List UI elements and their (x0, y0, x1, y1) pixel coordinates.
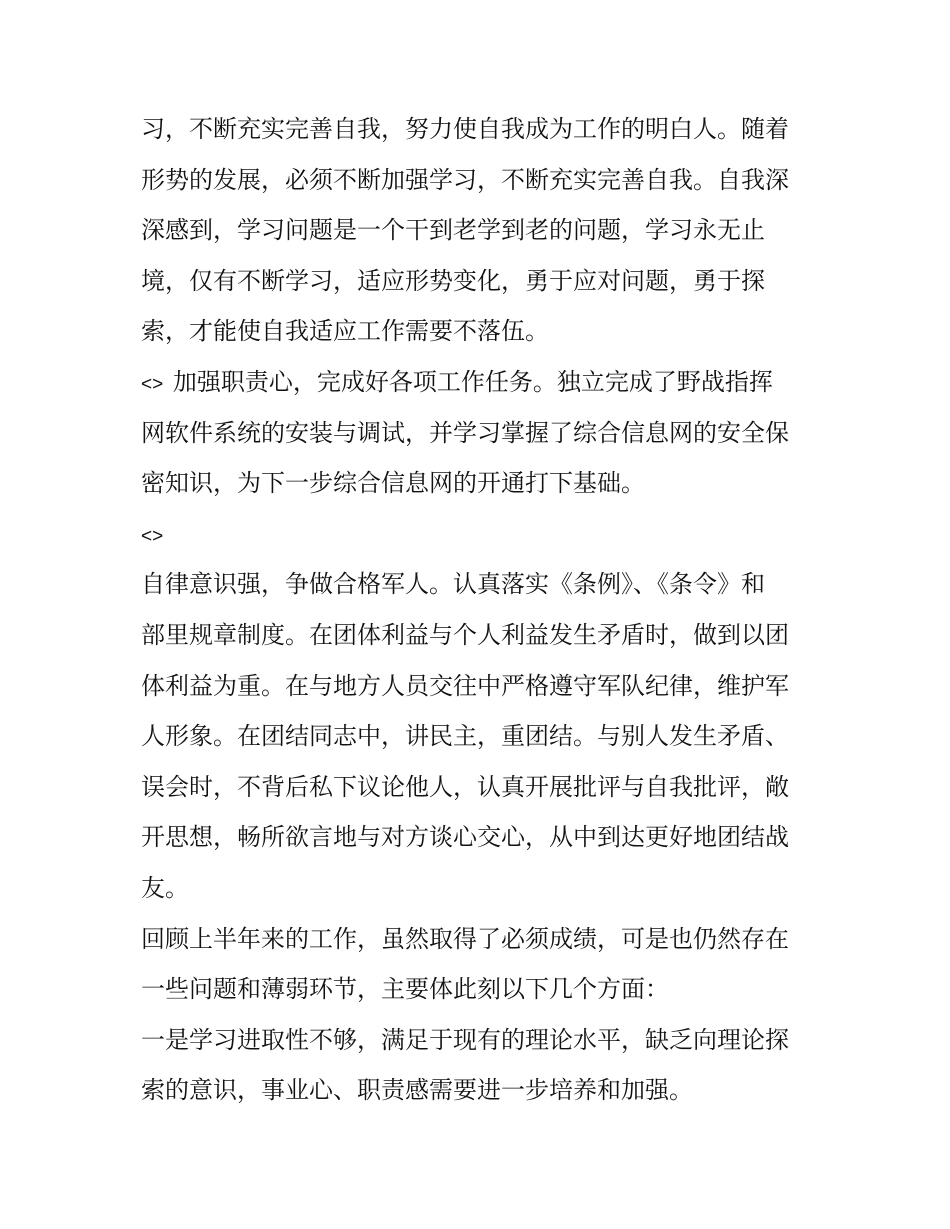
text-line-8: 密知识，为下一步综合信息网的开通打下基础。 (141, 469, 645, 498)
text-line-9 (141, 509, 816, 560)
text-line-6-content: 加强职责心，完成好各项工作任务。独立完成了野战指挥 (172, 367, 773, 396)
text-line-10: 自律意识强，争做合格军人。认真落实《条例》、《条令》和 (141, 570, 765, 599)
text-line-3: 深感到，学习问题是一个干到老学到老的问题，学习永无止 (141, 216, 765, 245)
text-line-6 (141, 357, 816, 408)
text-line-14: 误会时，不背后私下议论他人，认真开展批评与自我批评，敞 (141, 772, 789, 801)
list-marker: <> (141, 525, 164, 547)
text-line-11: 部里规章制度。在团体利益与个人利益发生矛盾时，做到以团 (141, 620, 789, 649)
text-line-7: 网软件系统的安装与调试，并学习掌握了综合信息网的安全保 (141, 418, 789, 447)
text-line-16: 友。 (141, 873, 189, 902)
list-marker: <> (141, 373, 164, 395)
text-line-15: 开思想，畅所欲言地与对方谈心交心，从中到达更好地团结战 (141, 823, 789, 852)
text-line-2: 形势的发展，必须不断加强学习，不断充实完善自我。自我深 (141, 165, 789, 194)
text-line-19: 一是学习进取性不够，满足于现有的理论水平，缺乏向理论探 (141, 1025, 789, 1054)
text-line-1: 习，不断充实完善自我，努力使自我成为工作的明白人。随着 (141, 115, 789, 143)
text-line-4: 境，仅有不断学习，适应形势变化，勇于应对问题，勇于探 (141, 266, 765, 295)
text-line-17: 回顾上半年来的工作，虽然取得了必须成绩，可是也仍然存在 (141, 924, 789, 953)
text-line-18: 一些问题和薄弱环节，主要体此刻以下几个方面： (141, 975, 669, 1004)
text-line-5: 索，才能使自我适应工作需要不落伍。 (141, 317, 549, 346)
text-line-13: 人形象。在团结同志中，讲民主，重团结。与别人发生矛盾、 (141, 722, 789, 751)
text-line-12: 体利益为重。在与地方人员交往中严格遵守军队纪律，维护军 (141, 671, 789, 700)
text-line-20: 索的意识，事业心、职责感需要进一步培养和加强。 (141, 1076, 693, 1105)
document-body (141, 104, 816, 1116)
